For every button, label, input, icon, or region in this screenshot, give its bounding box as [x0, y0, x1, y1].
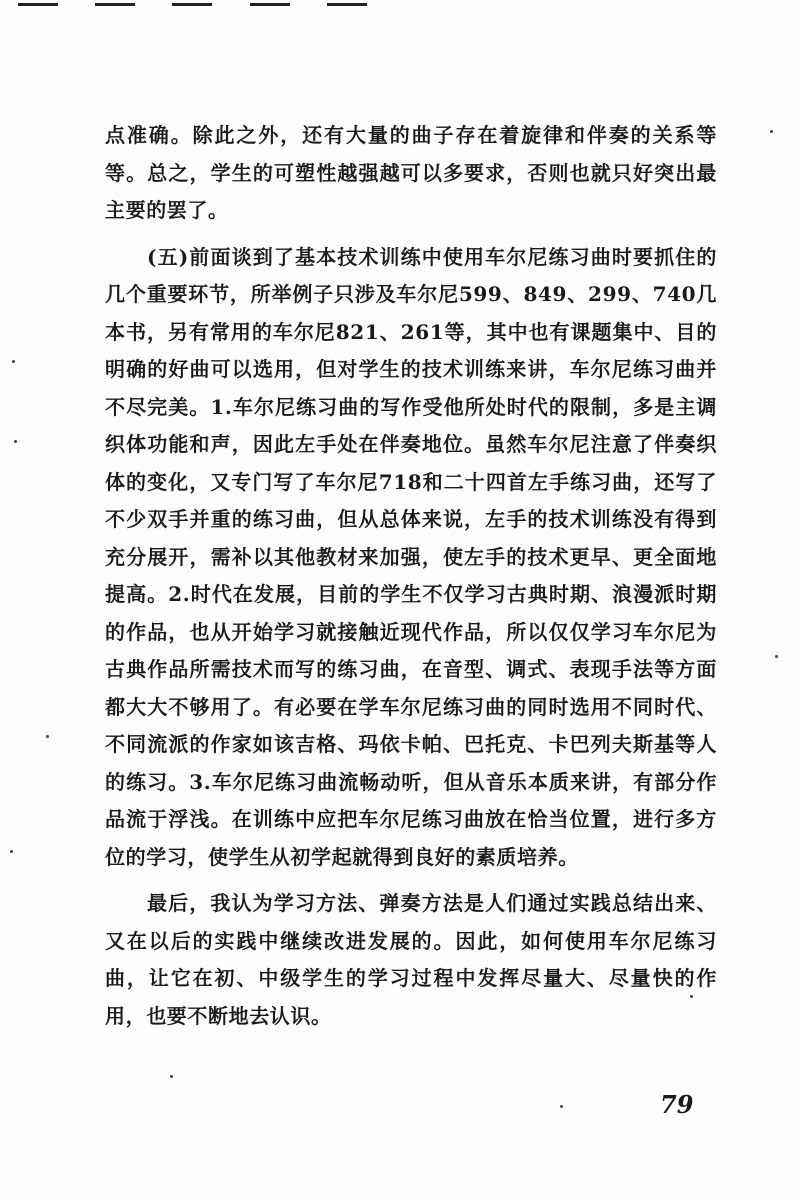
paragraph-1: 点准确。除此之外，还有大量的曲子存在着旋律和伴奏的关系等等。总之，学生的可塑性越强越可以多要求，否则也就只好突出最主要的罢了。 [105, 123, 717, 222]
scan-speck [10, 850, 13, 853]
scan-speck [770, 130, 773, 133]
top-rule-2 [95, 3, 135, 6]
scan-speck [690, 995, 693, 998]
scan-speck [170, 1075, 173, 1078]
scan-speck [14, 440, 17, 443]
scan-speck [775, 655, 778, 658]
paragraph-gap [105, 876, 717, 885]
top-rule-5 [327, 3, 367, 6]
scan-speck [12, 360, 15, 363]
paragraph-3: 最后，我认为学习方法、弹奏方法是人们通过实践总结出来、又在以后的实践中继续改进发展的。因此，如何使用车尔尼练习曲，让它在初、中级学生的学习过程中发挥尽量大、尽量快的作用，也要不断地去认识。 [105, 891, 717, 1028]
top-rule-1 [18, 3, 58, 6]
top-edge-rules [0, 0, 800, 12]
top-rule-3 [172, 3, 212, 6]
scan-speck [560, 1105, 563, 1108]
page-number: 79 [660, 1090, 694, 1119]
paragraph-2: (五)前面谈到了基本技术训练中使用车尔尼练习曲时要抓住的几个重要环节，所举例子只涉及车尔尼599、849、299、740几本书，另有常用的车尔尼821、261等，其中也有课题集中、目的明确的好曲可以选用，但对学生的技术训练来讲，车尔尼练习曲并不尽完美。1.车尔尼练习曲的写作受他所处时代的限制，多是主调织体功能和声，因此左手处在伴奏地位。虽然车尔尼注意了伴奏织体的变化，又专门写了车尔尼718和二十四首左手练习曲，还写了不少双手并重的练习曲，但从总体来说，左手的技术训练没有得到充分展开，需补以其他教材来加强，使左手的技术更早、更全面地提高。2.时代在发展，目前的学生不仅学习古典时期、浪漫派时期的作品，也从开始学习就接触近现代作品，所以仅仅学习车尔尼为古典作品所需技术而写的练习曲，在音型、调式、表现手法等方面都大大不够用了。有必要在学车尔尼练习曲的同时选用不同时代、不同流派的作家如该吉格、玛依卡帕、巴托克、卡巴列夫斯基等人的练习。3.车尔尼练习曲流畅动听，但从音乐本质来讲，有部分作品流于浮浅。在训练中应把车尔尼练习曲放在恰当位置，进行多方位的学习，使学生从初学起就得到良好的素质培养。 [105, 244, 717, 869]
paragraph-gap [105, 230, 717, 239]
body-text [105, 117, 717, 1035]
scan-speck [46, 735, 49, 738]
top-rule-4 [250, 3, 290, 6]
